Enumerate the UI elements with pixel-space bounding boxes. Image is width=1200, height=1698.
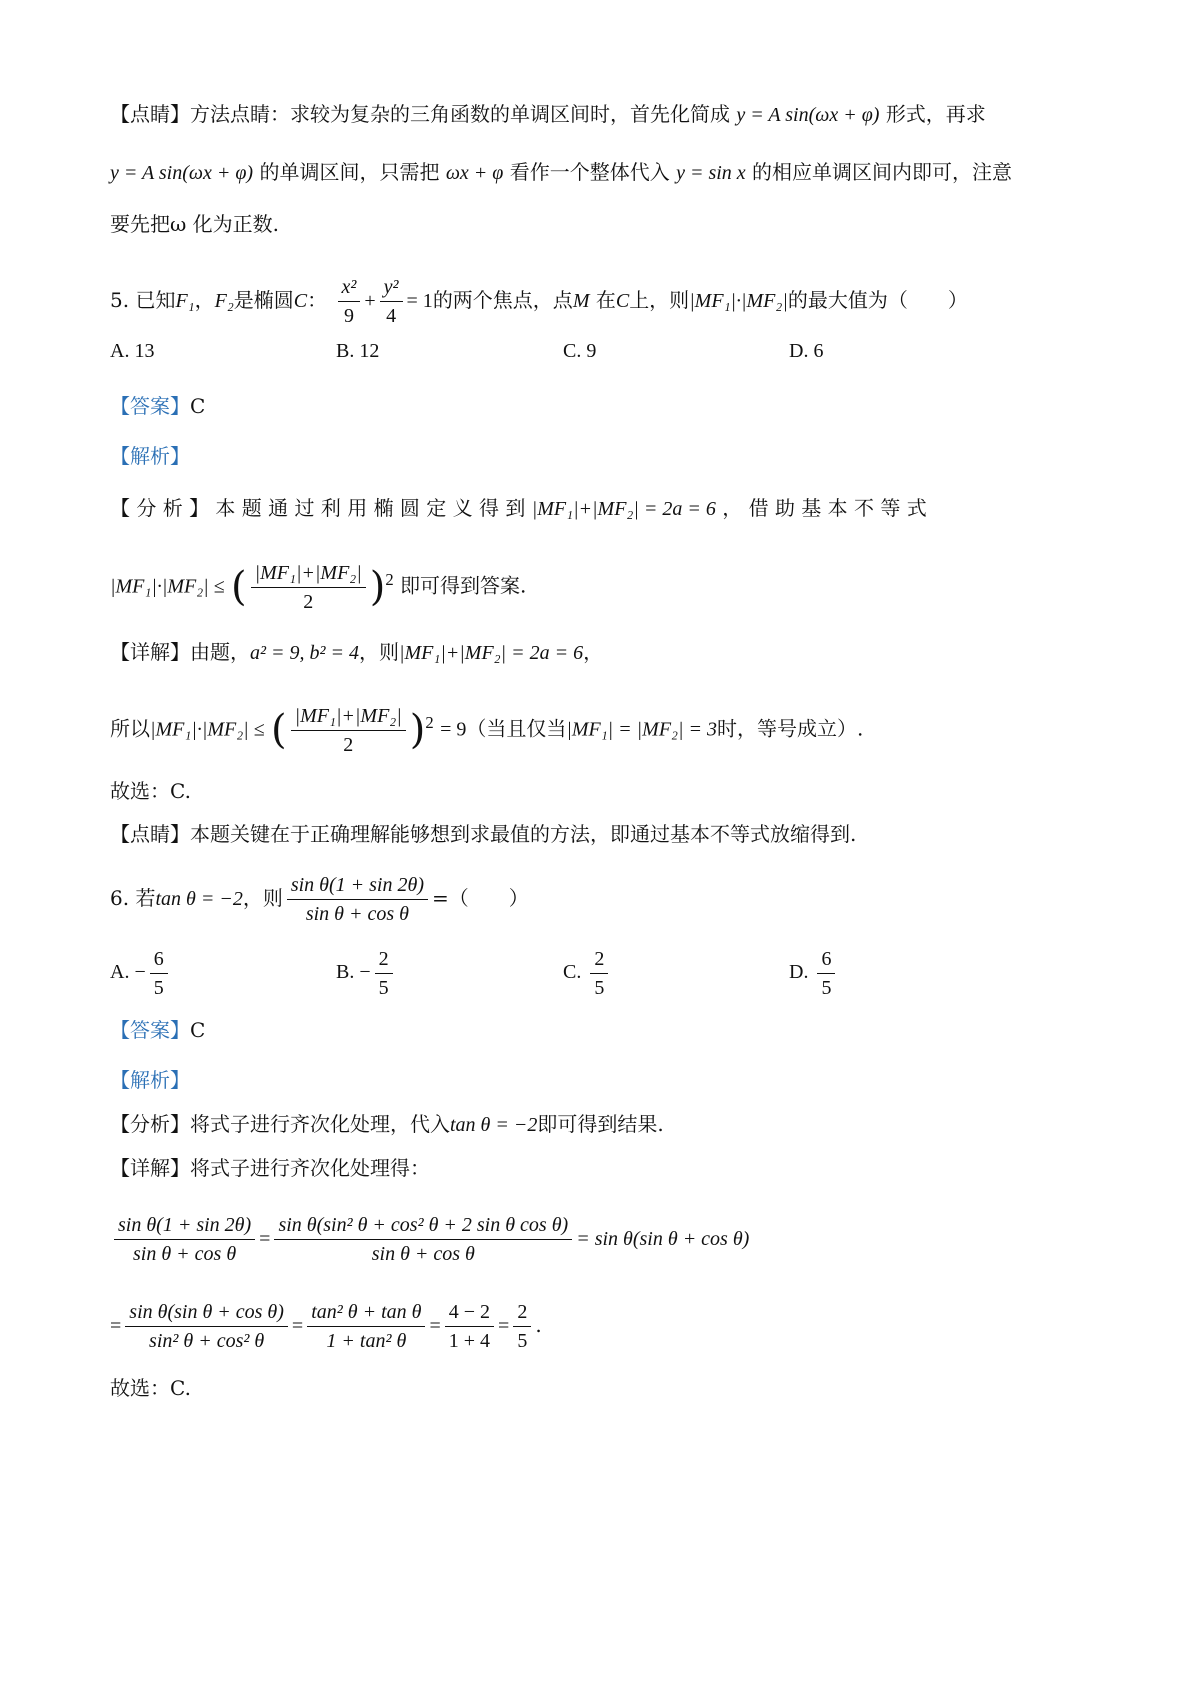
q-text: 的两个焦点，点 bbox=[432, 288, 573, 312]
tip-text: 形式，再求 bbox=[885, 102, 986, 126]
numerator: 2 bbox=[513, 1298, 531, 1327]
fraction bbox=[274, 1211, 572, 1268]
derivation-1 bbox=[110, 1203, 1100, 1274]
detail-6: 【详解】将式子进行齐次化处理得： bbox=[110, 1156, 430, 1180]
option-d[interactable] bbox=[789, 945, 839, 1002]
option-label: D. bbox=[789, 961, 809, 984]
fraction bbox=[307, 1298, 425, 1355]
question-5 bbox=[110, 270, 1100, 331]
formula: F₁ bbox=[175, 290, 195, 312]
option-c[interactable] bbox=[563, 945, 612, 1002]
numerator: 2 bbox=[375, 945, 393, 974]
q-text: ： bbox=[307, 288, 328, 312]
numerator: sin θ(1 + sin 2θ) bbox=[287, 871, 428, 900]
option-label: A. bbox=[110, 961, 130, 984]
answer-value: C bbox=[190, 1018, 206, 1042]
formula: = 9 bbox=[440, 718, 467, 741]
q-text: =（ ） bbox=[431, 886, 529, 910]
fraction bbox=[114, 1211, 255, 1268]
fraction bbox=[513, 1298, 531, 1355]
fraction bbox=[590, 945, 608, 1002]
fraction bbox=[445, 1298, 494, 1355]
fraction bbox=[287, 871, 428, 928]
option-label: C. bbox=[563, 961, 582, 984]
numerator: 2 bbox=[590, 945, 608, 974]
text: 【详解】由题， bbox=[110, 640, 250, 664]
numerator: |MF₁|+|MF₂| bbox=[251, 559, 366, 588]
formula: = sin θ(sin θ + cos θ) bbox=[576, 1228, 750, 1250]
fraction bbox=[380, 273, 403, 330]
text: 时，等号成立）. bbox=[717, 716, 864, 741]
denominator: 2 bbox=[343, 733, 354, 756]
answer-value: C bbox=[190, 394, 206, 418]
denominator: 1 + 4 bbox=[448, 1330, 491, 1352]
text: 【分析】将式子进行齐次化处理，代入 bbox=[110, 1112, 450, 1136]
q-text: 6. 若 bbox=[110, 886, 156, 910]
formula: C bbox=[293, 290, 308, 312]
paren: ) bbox=[369, 564, 386, 611]
derivation-2: = $\frac{\text{sin θ(sin θ + cos θ)}}{\text{sin² θ + cos² θ}}$ = $\frac{\text{tan² θ + tan θ}}{\text{1 + tan² θ}}$ = $\frac{4 - 2}{1 + 4}$ = $\frac{2}{5}$ . bbox=[110, 1290, 1100, 1361]
analysis-6 bbox=[110, 1108, 1100, 1141]
formula: |MF₁|·|MF₂| bbox=[689, 290, 788, 312]
fraction bbox=[125, 1298, 288, 1355]
denominator: 2 bbox=[303, 590, 314, 613]
answer-6 bbox=[110, 1014, 1100, 1046]
option-b[interactable]: B. 12 bbox=[336, 340, 380, 362]
formula: = bbox=[110, 1315, 122, 1337]
denominator: 5 bbox=[517, 1330, 528, 1352]
formula: = bbox=[259, 1228, 271, 1250]
q-text: 是椭圆 bbox=[233, 288, 294, 312]
formula: y = sin x bbox=[676, 162, 746, 184]
denominator: 5 bbox=[821, 977, 832, 999]
numerator: 6 bbox=[817, 945, 835, 974]
sign: − bbox=[359, 961, 371, 984]
choose-6: 故选：C. bbox=[110, 1376, 191, 1400]
text: 即可得到答案. bbox=[400, 573, 527, 598]
denominator: 5 bbox=[594, 977, 605, 999]
formula: |MF₁|+|MF₂| = 2a = 6 bbox=[531, 498, 716, 520]
denominator: 4 bbox=[386, 305, 397, 327]
denominator: sin θ + cos θ bbox=[305, 903, 409, 925]
fraction bbox=[817, 945, 835, 1002]
numerator: sin θ(sin θ + cos θ) bbox=[125, 1298, 288, 1327]
analysis-tag-6: 【解析】 bbox=[110, 1068, 190, 1092]
fraction bbox=[150, 945, 168, 1002]
analysis-5 bbox=[110, 492, 1100, 525]
numerator: tan² θ + tan θ bbox=[307, 1298, 425, 1327]
formula: ωx + φ bbox=[445, 162, 504, 184]
q-text: ， bbox=[194, 288, 215, 312]
answer-5 bbox=[110, 390, 1100, 422]
sign: − bbox=[134, 961, 146, 984]
text: 即可得到结果. bbox=[537, 1112, 664, 1136]
denominator: sin² θ + cos² θ bbox=[149, 1330, 265, 1352]
numerator: sin θ(1 + sin 2θ) bbox=[114, 1211, 255, 1240]
tip-line-1 bbox=[110, 98, 1100, 131]
q-text: 在 bbox=[595, 288, 616, 312]
answer-tag: 【答案】 bbox=[110, 1018, 190, 1042]
formula: C bbox=[615, 290, 630, 312]
analysis-tag-5: 【解析】 bbox=[110, 444, 190, 468]
formula: + bbox=[364, 290, 376, 312]
q-text: 上，则 bbox=[629, 288, 690, 312]
denominator: sin θ + cos θ bbox=[371, 1243, 475, 1265]
text: （当且仅当 bbox=[466, 716, 567, 741]
formula: M bbox=[572, 290, 590, 312]
tip-line-2 bbox=[110, 156, 1100, 189]
paren: ) bbox=[409, 707, 426, 754]
fraction bbox=[291, 702, 406, 759]
formula: |MF₁| = |MF₂| = 3 bbox=[566, 718, 717, 741]
text: ， 借 助 基 本 不 等 式 bbox=[722, 496, 927, 520]
paren: ( bbox=[231, 564, 247, 611]
formula: |MF₁|·|MF₂| ≤ bbox=[150, 718, 265, 741]
question-6 bbox=[110, 868, 1100, 929]
text: ，则 bbox=[358, 640, 399, 664]
option-label: B. bbox=[336, 961, 355, 984]
denominator: 1 + tan² θ bbox=[326, 1330, 407, 1352]
fraction bbox=[375, 945, 393, 1002]
option-a[interactable] bbox=[110, 945, 172, 1002]
choose-5: 故选：C. bbox=[110, 779, 191, 803]
numerator: sin θ(sin² θ + cos² θ + 2 sin θ cos θ) bbox=[274, 1211, 572, 1240]
paren: ( bbox=[271, 707, 287, 754]
analysis-5-ineq: |MF₁|·|MF₂| ≤ ( $\frac{\text{|MF₁|+|MF₂|}}{2}$ )$^2$ 即可得到答案. bbox=[110, 545, 1100, 622]
denominator: 5 bbox=[378, 977, 389, 999]
denominator: 5 bbox=[153, 977, 164, 999]
formula: tan θ = −2 bbox=[450, 1114, 538, 1136]
detail-5 bbox=[110, 636, 1100, 669]
formula: |MF₁|·|MF₂| ≤ bbox=[110, 575, 225, 598]
formula: = 1 bbox=[406, 290, 433, 312]
fraction bbox=[338, 273, 361, 330]
option-a[interactable]: A. 13 bbox=[110, 340, 155, 362]
formula: a² = 9, b² = 4 bbox=[250, 642, 359, 664]
numerator: |MF₁|+|MF₂| bbox=[291, 702, 406, 731]
formula: |MF₁|+|MF₂| = 2a = 6 bbox=[398, 642, 584, 664]
denominator: sin θ + cos θ bbox=[133, 1243, 237, 1265]
fraction bbox=[251, 559, 366, 616]
answer-tag: 【答案】 bbox=[110, 394, 190, 418]
tip-text: 看作一个整体代入 bbox=[509, 160, 670, 184]
formula: . bbox=[535, 1313, 542, 1337]
tip-text: 的单调区间，只需把 bbox=[259, 160, 440, 184]
numerator: y² bbox=[380, 273, 403, 302]
numerator: 6 bbox=[150, 945, 168, 974]
denominator: 9 bbox=[343, 305, 354, 327]
tip-5: 【点睛】本题关键在于正确理解能够想到求最值的方法，即通过基本不等式放缩得到. bbox=[110, 822, 857, 846]
tip-line-3: 要先把ω 化为正数. bbox=[110, 212, 280, 236]
formula: F₂ bbox=[214, 290, 234, 312]
numerator: 4 − 2 bbox=[445, 1298, 494, 1327]
q-text: 的最大值为（ ） bbox=[787, 288, 968, 312]
text: 所以 bbox=[110, 716, 150, 741]
text: 【 分 析 】 本 题 通 过 利 用 椭 圆 定 义 得 到 bbox=[110, 496, 526, 520]
formula: y = A sin(ωx + φ) bbox=[736, 104, 880, 126]
option-b[interactable] bbox=[336, 945, 397, 1002]
option-d[interactable]: D. 6 bbox=[789, 340, 824, 362]
formula: y = A sin(ωx + φ) bbox=[110, 162, 254, 184]
tip-text: 的相应单调区间内即可，注意 bbox=[752, 160, 1013, 184]
q-text: ，则 bbox=[242, 886, 283, 910]
q-text: 5. 已知 bbox=[110, 288, 176, 312]
option-c[interactable]: C. 9 bbox=[563, 340, 597, 362]
detail-5-so: 所以|MF₁|·|MF₂| ≤ ( $\frac{\text{|MF₁|+|MF₂|}}{2}$ )$^2$ = 9（当且仅当|MF₁| = |MF₂| = 3时，等号成立）. bbox=[110, 688, 1100, 765]
formula: tan θ = −2 bbox=[155, 888, 243, 910]
text: ， bbox=[583, 640, 604, 664]
tip-text: 【点睛】方法点睛：求较为复杂的三角函数的单调区间时，首先化简成 bbox=[110, 102, 730, 126]
numerator: x² bbox=[338, 273, 361, 302]
